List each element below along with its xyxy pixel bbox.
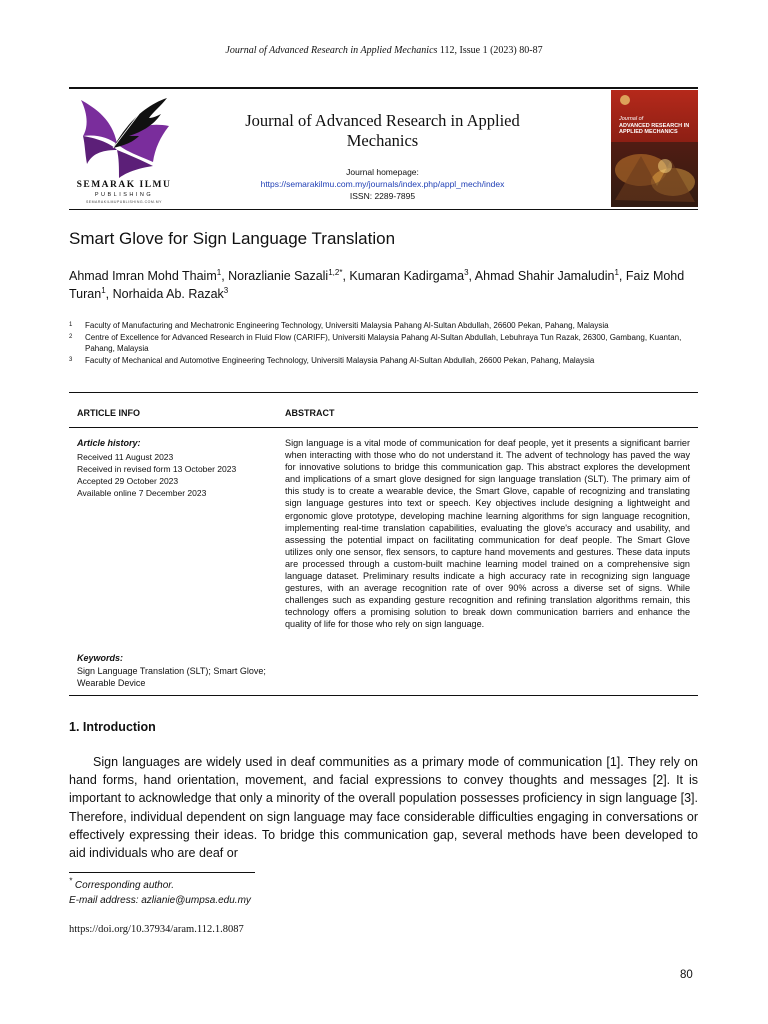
affiliation-number: 2	[69, 334, 73, 340]
author-separator: ,	[221, 269, 229, 283]
introduction-paragraph: Sign languages are widely used in deaf communities as a primary mode of communication [1]. They rely on hand forms, hand orientation, movement, and facial expressions to convey thoughts and messages [2]. It is important to acknowledge that only a minority of the overall population possesses proficiency in sign language [3]. Therefore, individual dependent on sign language may face considerable difficulties engaging in conversations or effectively expressing their ideas. To bridge this communication gap, several methods have been developed to aid individuals who are deaf or	[69, 755, 698, 861]
author-affiliation-mark: 1	[216, 267, 222, 277]
cover-line1: Journal of	[619, 116, 644, 122]
page-number: 80	[680, 969, 693, 981]
info-box-header-rule	[69, 427, 698, 428]
affiliation-text: Faculty of Manufacturing and Mechatronic Engineering Technology, Universiti Malaysia Pahang Al-Sultan Abdullah, 26600 Pekan, Pahang, Malaysia	[85, 321, 609, 330]
affiliation-list	[69, 320, 709, 367]
affiliation-number: 1	[69, 322, 73, 328]
affiliation-number: 3	[69, 357, 73, 363]
journal-homepage-label: Journal homepage:	[346, 167, 419, 177]
affiliation-text: Faculty of Mechanical and Automotive Engineering Technology, Universiti Malaysia Pahang Al-Sultan Abdullah, 26600 Pekan, Pahang, Malaysia	[85, 356, 595, 365]
running-head-journal: Journal of Advanced Research in Applied Mechanics	[225, 45, 438, 56]
author-affiliation-mark: 3	[464, 267, 469, 277]
publisher-name: SEMARAK ILMU	[76, 180, 172, 190]
author-separator: ,	[618, 269, 626, 283]
header-bottom-rule	[69, 209, 698, 210]
running-head	[0, 45, 768, 56]
journal-cover-image	[611, 90, 698, 207]
affiliation-item	[69, 355, 709, 366]
corresponding-author: Corresponding author.	[74, 880, 175, 891]
keywords: Sign Language Translation (SLT); Smart Glove; Wearable Device	[77, 666, 266, 688]
footnote	[69, 878, 251, 908]
article-info-heading: ARTICLE INFO	[77, 408, 140, 418]
author-separator: ,	[105, 287, 113, 301]
author-name: Norazlianie Sazali	[228, 269, 329, 283]
received-date: Received 11 August 2023	[77, 452, 174, 462]
info-box-top-rule	[69, 392, 698, 393]
cover-art-icon	[611, 90, 698, 207]
author-separator: ,	[342, 269, 350, 283]
cover-line2: ADVANCED RESEARCH IN APPLIED MECHANICS	[619, 122, 690, 135]
paper-title: Smart Glove for Sign Language Translation	[69, 229, 396, 248]
quill-book-icon	[69, 92, 179, 180]
abstract-text: Sign language is a vital mode of communication for deaf people, yet it presents a significant barrier when interacting with those who do not understand it. The advent of technology has paved the way for innovative solutions to bridge this communication gap. This abstract explores the development and implications of a smart glove designed for sign language translation (SLT). The primary aim of this study is to create a wearable device, the Smart Glove, capable of recognizing and translating sign language gestures into text or speech. Key objectives include designing a lightweight and ergonomic glove prototype, developing machine learning algorithms for sign language recognition, implementing real-time translation capabilities, evaluating the glove's accuracy and usability, and assessing the potential impact on facilitating communication for deaf people. The Smart Glove utilizes only one sensor, flex sensors, to capture hand movements and gestures. These data inputs are processed through a custom-built machine learning model trained on a comprehensive sign language dataset. Preliminary results indicate a high accuracy rate in recognizing sign language gestures, with an average recognition rate of over 90% across a diverse set of signs. While challenges such as expanding gesture recognition and refining translation algorithms remain, this technology offers a promising solution to break down communication barriers and enhance the quality of life for those who rely on sign language.	[285, 438, 690, 630]
introduction-body	[69, 753, 698, 862]
author-list	[69, 267, 709, 303]
article-history-heading: Article history:	[77, 438, 141, 448]
author-name: Norhaida Ab. Razak	[112, 287, 224, 301]
article-history	[77, 451, 267, 499]
journal-homepage-link[interactable]: https://semarakilmu.com.my/journals/index.php/appl_mech/index	[260, 179, 505, 189]
author-affiliation-mark: 1	[614, 267, 619, 277]
section-heading-introduction: 1. Introduction	[69, 720, 156, 734]
doi-link[interactable]: https://doi.org/10.37934/aram.112.1.8087	[69, 924, 244, 935]
cover-title	[619, 116, 696, 136]
running-head-issue: 112, Issue 1 (2023) 80-87	[439, 45, 543, 56]
footnote-rule	[69, 872, 255, 873]
author-name: Ahmad Imran Mohd Thaim	[69, 269, 217, 283]
affiliation-item	[69, 332, 709, 354]
accepted-date: Accepted 29 October 2023	[77, 476, 179, 486]
author-name: Faiz Mohd Turan	[69, 269, 685, 301]
revised-date: Received in revised form 13 October 2023	[77, 464, 237, 474]
author-affiliation-mark: 3	[223, 285, 229, 295]
info-box-bottom-rule	[69, 695, 698, 696]
author-separator: ,	[468, 269, 475, 283]
journal-title: Journal of Advanced Research in Applied Mechanics	[245, 111, 520, 150]
author-affiliation-mark: 1,2*	[328, 267, 343, 277]
publisher-sub: PUBLISHING	[94, 192, 154, 198]
author-name: Kumaran Kadirgama	[349, 269, 465, 283]
header-top-rule	[69, 87, 698, 89]
footnote-mark: *	[69, 876, 73, 886]
online-date: Available online 7 December 2023	[77, 488, 207, 498]
keywords-heading: Keywords:	[77, 653, 124, 663]
affiliation-text: Centre of Excellence for Advanced Research in Fluid Flow (CARIFF), Universiti Malaysia Pahang Al-Sultan Abdullah, Lebuhraya Tun Razak, 26300, Gambang, Kuantan, Pahang, Malaysia	[85, 333, 682, 353]
author-affiliation-mark: 1	[101, 285, 106, 295]
corresponding-email: E-mail address: azlianie@umpsa.edu.my	[69, 895, 251, 906]
publisher-tiny: SEMARAKILMUPUBLISHING.COM.MY	[85, 200, 163, 204]
journal-issn: ISSN: 2289-7895	[349, 191, 416, 201]
author-name: Ahmad Shahir Jamaludin	[474, 269, 615, 283]
publisher-logo	[69, 92, 179, 206]
abstract-heading: ABSTRACT	[285, 408, 335, 418]
affiliation-item	[69, 320, 709, 331]
